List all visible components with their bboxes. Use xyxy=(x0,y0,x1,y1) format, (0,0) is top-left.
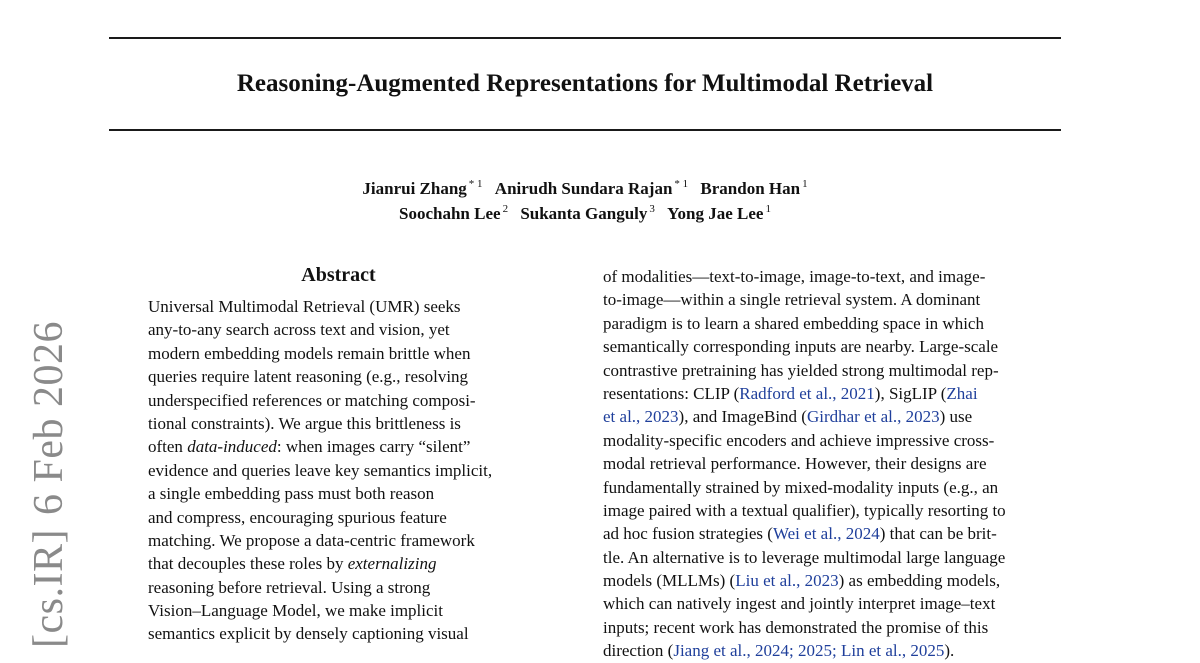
body-line: resentations: CLIP (Radford et al., 2021), SigLIP (Zhai xyxy=(603,383,978,403)
abstract-line: matching. We propose a data-centric framework xyxy=(148,530,475,550)
citation-link[interactable]: Wei et al., 2024 xyxy=(772,524,880,544)
abstract-line: underspecified references or matching composi- xyxy=(148,390,476,410)
body-line: direction (Jiang et al., 2024; 2025; Lin et al., 2025). xyxy=(603,641,955,661)
abstract-line: tional constraints). We argue this brittleness is xyxy=(148,413,461,433)
abstract-line: evidence and queries leave key semantics implicit, xyxy=(148,460,493,480)
citation-link[interactable]: Radford et al., 2021 xyxy=(739,383,875,403)
body-line: to-image—within a single retrieval system. A dominant xyxy=(603,290,981,310)
citation-link[interactable]: Jiang et al., 2024; 2025; Lin et al., 2025 xyxy=(673,641,945,661)
citation-link[interactable]: et al., 2023 xyxy=(603,407,679,427)
arxiv-stamp xyxy=(28,321,70,648)
abstract-line: that decouples these roles by externalizing xyxy=(148,554,437,574)
abstract-line: and compress, encouraging spurious feature xyxy=(148,507,447,527)
author-row-2 xyxy=(109,197,1061,226)
abstract-line: often data-induced: when images carry “silent” xyxy=(148,437,471,457)
body-line: semantically corresponding inputs are nearby. Large-scale xyxy=(603,337,999,357)
body-line: ad hoc fusion strategies (Wei et al., 2024) that can be brit- xyxy=(603,524,997,544)
abstract-line: Vision–Language Model, we make implicit xyxy=(148,601,443,621)
body-line: models (MLLMs) (Liu et al., 2023) as embedding models, xyxy=(603,571,1001,591)
intro-column xyxy=(603,265,1065,663)
body-line: image paired with a textual qualifier), typically resorting to xyxy=(603,500,1006,520)
arxiv-category: [cs.IR] xyxy=(26,529,72,648)
body-line: contrastive pretraining has yielded strong multimodal rep- xyxy=(603,360,999,380)
author: Jianrui Zhang $^{* 1}$ xyxy=(362,178,483,198)
abstract-heading: Abstract xyxy=(301,264,376,286)
abstract-line: any-to-any search across text and vision, yet xyxy=(148,320,450,340)
author: Anirudh Sundara Rajan $^{* 1}$ xyxy=(494,178,689,198)
title-rule-top xyxy=(109,37,1061,39)
body-line: inputs; recent work has demonstrated the promise of this xyxy=(603,617,989,637)
author: Soochahn Lee $^2$ xyxy=(399,203,509,223)
body-line: which can natively ingest and jointly interpret image–text xyxy=(603,594,996,614)
body-line: of modalities—text-to-image, image-to-text, and image- xyxy=(603,267,986,286)
arxiv-date: 6 Feb 2026 xyxy=(26,321,72,516)
abstract-line: a single embedding pass must both reason xyxy=(148,484,435,504)
author: Sukanta Ganguly $^3$ xyxy=(520,203,655,223)
abstract-line: reasoning before retrieval. Using a strong xyxy=(148,577,431,597)
citation-link[interactable]: Girdhar et al., 2023 xyxy=(806,407,940,427)
author: Yong Jae Lee $^1$ xyxy=(667,203,771,223)
body-line: tle. An alternative is to leverage multimodal large language xyxy=(603,547,1006,567)
body-line: modality-specific encoders and achieve impressive cross- xyxy=(603,430,995,450)
abstract-line: semantics explicit by densely captioning visual xyxy=(148,624,469,644)
author: Brandon Han $^1$ xyxy=(700,178,808,198)
citation-link[interactable]: Zhai xyxy=(946,383,978,403)
body-line: paradigm is to learn a shared embedding space in which xyxy=(603,313,984,333)
citation-link[interactable]: Liu et al., 2023 xyxy=(735,571,839,591)
title-rule-bottom xyxy=(109,129,1061,131)
abstract-line: modern embedding models remain brittle when xyxy=(148,343,471,363)
body-line: modal retrieval performance. However, their designs are xyxy=(603,454,987,474)
abstract-line: Universal Multimodal Retrieval (UMR) seeks xyxy=(148,297,461,316)
body-line: fundamentally strained by mixed-modality inputs (e.g., an xyxy=(603,477,999,497)
abstract-column xyxy=(148,295,529,646)
paper-title: Reasoning-Augmented Representations for Multimodal Retrieval xyxy=(236,70,934,97)
abstract-line: queries require latent reasoning (e.g., resolving xyxy=(148,367,469,387)
body-line: et al., 2023), and ImageBind (Girdhar et al., 2023) use xyxy=(603,407,973,427)
